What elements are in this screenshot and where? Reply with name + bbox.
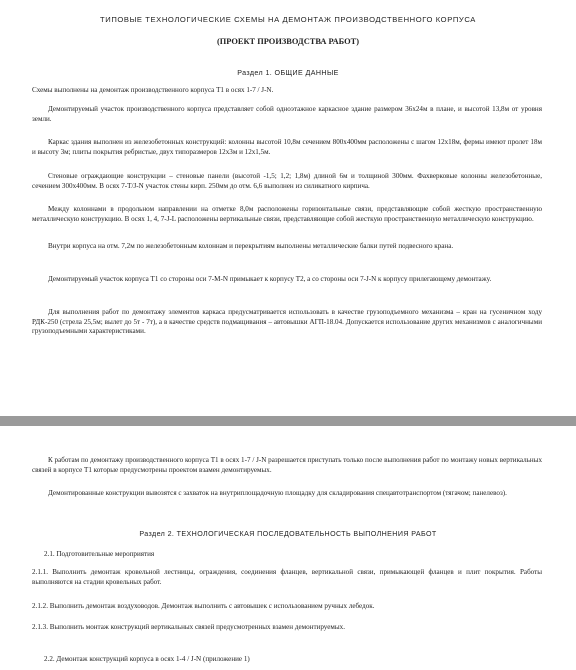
paragraph: Внутри корпуса на отм. 7,2м по железобетонным колоннам и перекрытиям выполнены металлические балки путей подвесного крана. [48,242,454,250]
paragraph: Демонтируемый участок корпуса Т1 со стороны оси 7-М-N примыкает к корпусу Т2, а со стороны оси 7-J-N к корпусу прилегающему демонтажу. [48,275,492,283]
paragraph: 2.1.1. Выполнить демонтаж кровельной лестницы, ограждения, соединения фланцев, вертикальной связи, примыкающей фланцев и плит покрытия. Работы выполняются на стадии кровельных работ. [32,568,542,586]
paragraph: Между колоннами в продольном направлении на отметке 8,0м расположены горизонтальные связи, представляющие собой жесткую пространственную металлическую конструкцию. В осях 1, 4, 7-J-L расположены вертикальные связи, представляющие собой жесткую пространственную металлическую конструкцию. [32,205,542,223]
document-title: ТИПОВЫЕ ТЕХНОЛОГИЧЕСКИЕ СХЕМЫ НА ДЕМОНТАЖ ПРОИЗВОДСТВЕННОГО КОРПУСА [100,15,476,24]
document-page-2 [0,426,576,670]
paragraph: 2.1.3. Выполнить монтаж конструкций вертикальных связей предусмотренных взамен демонтируемых. [32,623,345,631]
document-subtitle: (ПРОЕКТ ПРОИЗВОДСТВА РАБОТ) [217,37,359,46]
paragraph: 2.1.2. Выполнить демонтаж воздуховодов. Демонтаж выполнить с автовышек с использованием ручных лебедок. [32,602,375,610]
paragraph: Каркас здания выполнен из железобетонных конструкций: колонны высотой 10,8м сечением 800х400мм расположены с шагом 12х18м, фермы имеют пролет 18м и высоту 3м; плиты покрытия ребристые, двух типоразмеров 12х3м и 12х1,5м. [32,138,542,156]
paragraph: К работам по демонтажу производственного корпуса Т1 в осях 1-7 / J-N разрешается приступать только после выполнения работ по монтажу новых вертикальных связей в корпусе Т1 которые предусмотрены проектом взамен демонтируемых. [32,456,542,474]
section-heading-1: Раздел 1. ОБЩИЕ ДАННЫЕ [237,69,339,77]
subsection-heading: 2.2. Демонтаж конструкций корпуса в осях 1-4 / J-N (приложение 1) [44,655,250,663]
paragraph: Схемы выполнены на демонтаж производственного корпуса Т1 в осях 1-7 / J-N. [32,86,274,94]
paragraph: Стеновые ограждающие конструкции – стеновые панели (высотой -1,5; 1,2; 1,8м) длиной 6м и толщиной 300мм. Фахверковые колонны железобетонные, сечением 300х400мм. В осях 7-Т/J-N участок стены кирп. 250мм до отм. 6,6 выполнен из силикатного кирпича. [32,172,542,190]
paragraph: Демонтированные конструкции вывозятся с захваток на внутриплощадочную площадку для складирования спецавтотранспортом (тягачом; панелевоз). [48,489,507,497]
section-heading-2: Раздел 2. ТЕХНОЛОГИЧЕСКАЯ ПОСЛЕДОВАТЕЛЬНОСТЬ ВЫПОЛНЕНИЯ РАБОТ [139,530,437,538]
page-separator [0,416,576,426]
subsection-heading: 2.1. Подготовительные мероприятия [44,550,155,558]
paragraph: Демонтируемый участок производственного корпуса представляет собой одноэтажное каркасное здание размером 36х24м в плане, и высотой 13,8м от уровня земли. [32,105,542,123]
paragraph: Для выполнения работ по демонтажу элементов каркаса предусматривается использовать в качестве грузоподъемного механизма – кран на гусеничном ходу РДК-250 (стрела 25,5м; вылет до 5т - 7т), а в качестве средств подмащивания – автовышки АГП-18.04. Допускается использование других механизмов с аналогичными грузоподъемными характеристиками. [32,308,542,336]
